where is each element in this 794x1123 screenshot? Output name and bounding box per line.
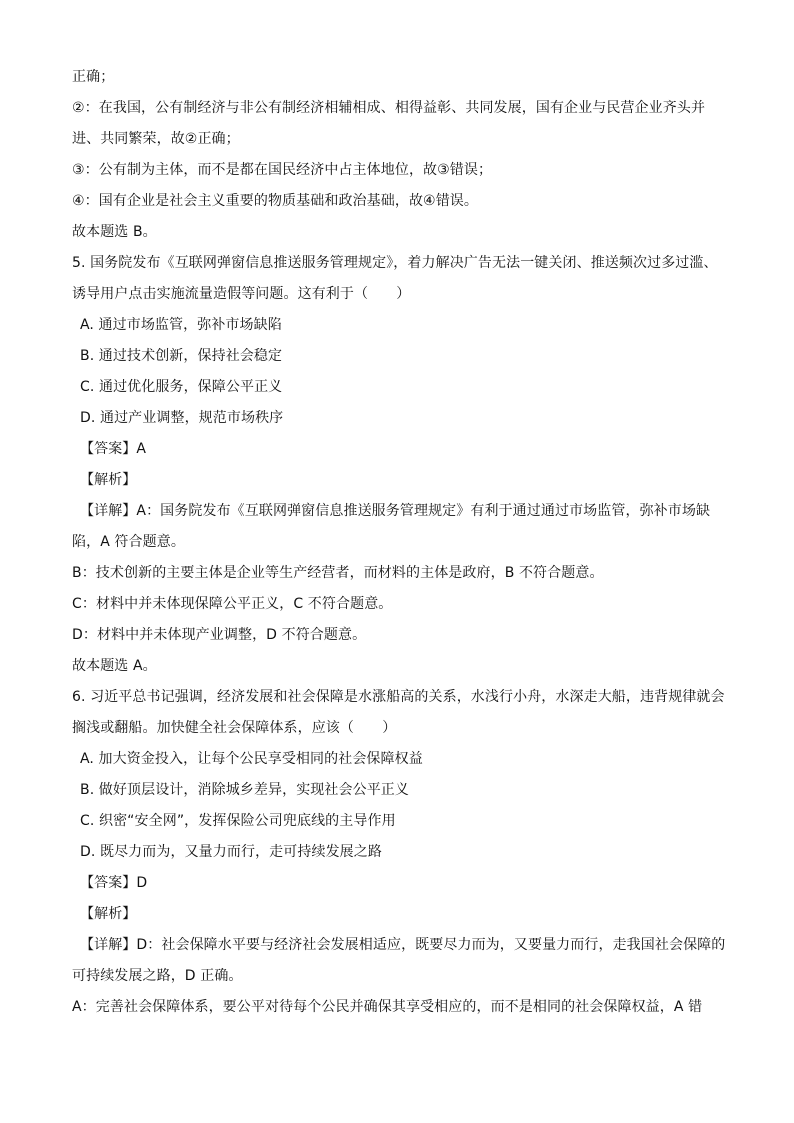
text-line: 进、共同繁荣，故②正确； bbox=[72, 131, 240, 147]
text-line: 可持续发展之路，D 正确。 bbox=[72, 968, 243, 984]
document-page bbox=[72, 62, 732, 1023]
text-line: 陷，A 符合题意。 bbox=[72, 534, 185, 550]
detail-text: 【详解】D：社会保障水平要与经济社会发展相适应，既要尽力而为，又要量力而行，走我国社会保障的 bbox=[80, 937, 726, 953]
option-d: D. 既尽力而为，又量力而行，走可持续发展之路 bbox=[80, 844, 382, 860]
option-a: A. 通过市场监管，弥补市场缺陷 bbox=[80, 317, 282, 333]
text-line: ②：在我国，公有制经济与非公有制经济相辅相成、相得益彰、共同发展，国有企业与民营企业齐头并 bbox=[72, 100, 706, 116]
option-c: C. 通过优化服务，保障公平正义 bbox=[80, 379, 283, 395]
text-line: 正确； bbox=[72, 69, 115, 85]
text-line: D：材料中并未体现产业调整，D 不符合题意。 bbox=[72, 627, 367, 643]
answer-label: 【答案】A bbox=[80, 441, 147, 457]
question-5-stem-cont: 诱导用户点击实施流量造假等问题。这有利于（ ） bbox=[72, 286, 411, 302]
option-c: C. 织密“安全网”，发挥保险公司兜底线的主导作用 bbox=[80, 813, 396, 829]
option-b: B. 通过技术创新，保持社会稳定 bbox=[80, 348, 283, 364]
option-a: A. 加大资金投入，让每个公民享受相同的社会保障权益 bbox=[80, 751, 423, 767]
text-line: A：完善社会保障体系，要公平对待每个公民并确保其享受相应的，而不是相同的社会保障权益，A 错 bbox=[72, 999, 703, 1015]
option-b: B. 做好顶层设计，消除城乡差异，实现社会公平正义 bbox=[80, 782, 410, 798]
text-line: 故本题选 B。 bbox=[72, 224, 157, 240]
question-6-stem: 6. 习近平总书记强调，经济发展和社会保障是水涨船高的关系，水浅行小舟，水深走大船，违背规律就会 bbox=[72, 689, 725, 705]
text-line: 故本题选 A。 bbox=[72, 658, 157, 674]
answer-label: 【答案】D bbox=[80, 875, 148, 891]
question-5-stem: 5. 国务院发布《互联网弹窗信息推送服务管理规定》，着力解决广告无法一键关闭、推送频次过多过滥、 bbox=[72, 255, 718, 271]
detail-text: 【详解】A：国务院发布《互联网弹窗信息推送服务管理规定》有利于通过通过市场监管，弥补市场缺 bbox=[80, 503, 711, 519]
text-line: ③：公有制为主体，而不是都在国民经济中占主体地位，故③错误； bbox=[72, 162, 493, 178]
text-line: B：技术创新的主要主体是企业等生产经营者，而材料的主体是政府，B 不符合题意。 bbox=[72, 565, 604, 581]
text-line: C：材料中并未体现保障公平正义，C 不符合题意。 bbox=[72, 596, 393, 612]
analysis-label: 【解析】 bbox=[80, 906, 137, 922]
option-d: D. 通过产业调整，规范市场秩序 bbox=[80, 410, 284, 426]
question-6-stem-cont: 搁浅或翻船。加快健全社会保障体系，应该（ ） bbox=[72, 720, 397, 736]
analysis-label: 【解析】 bbox=[80, 472, 137, 488]
text-line: ④：国有企业是社会主义重要的物质基础和政治基础，故④错误。 bbox=[72, 193, 478, 209]
